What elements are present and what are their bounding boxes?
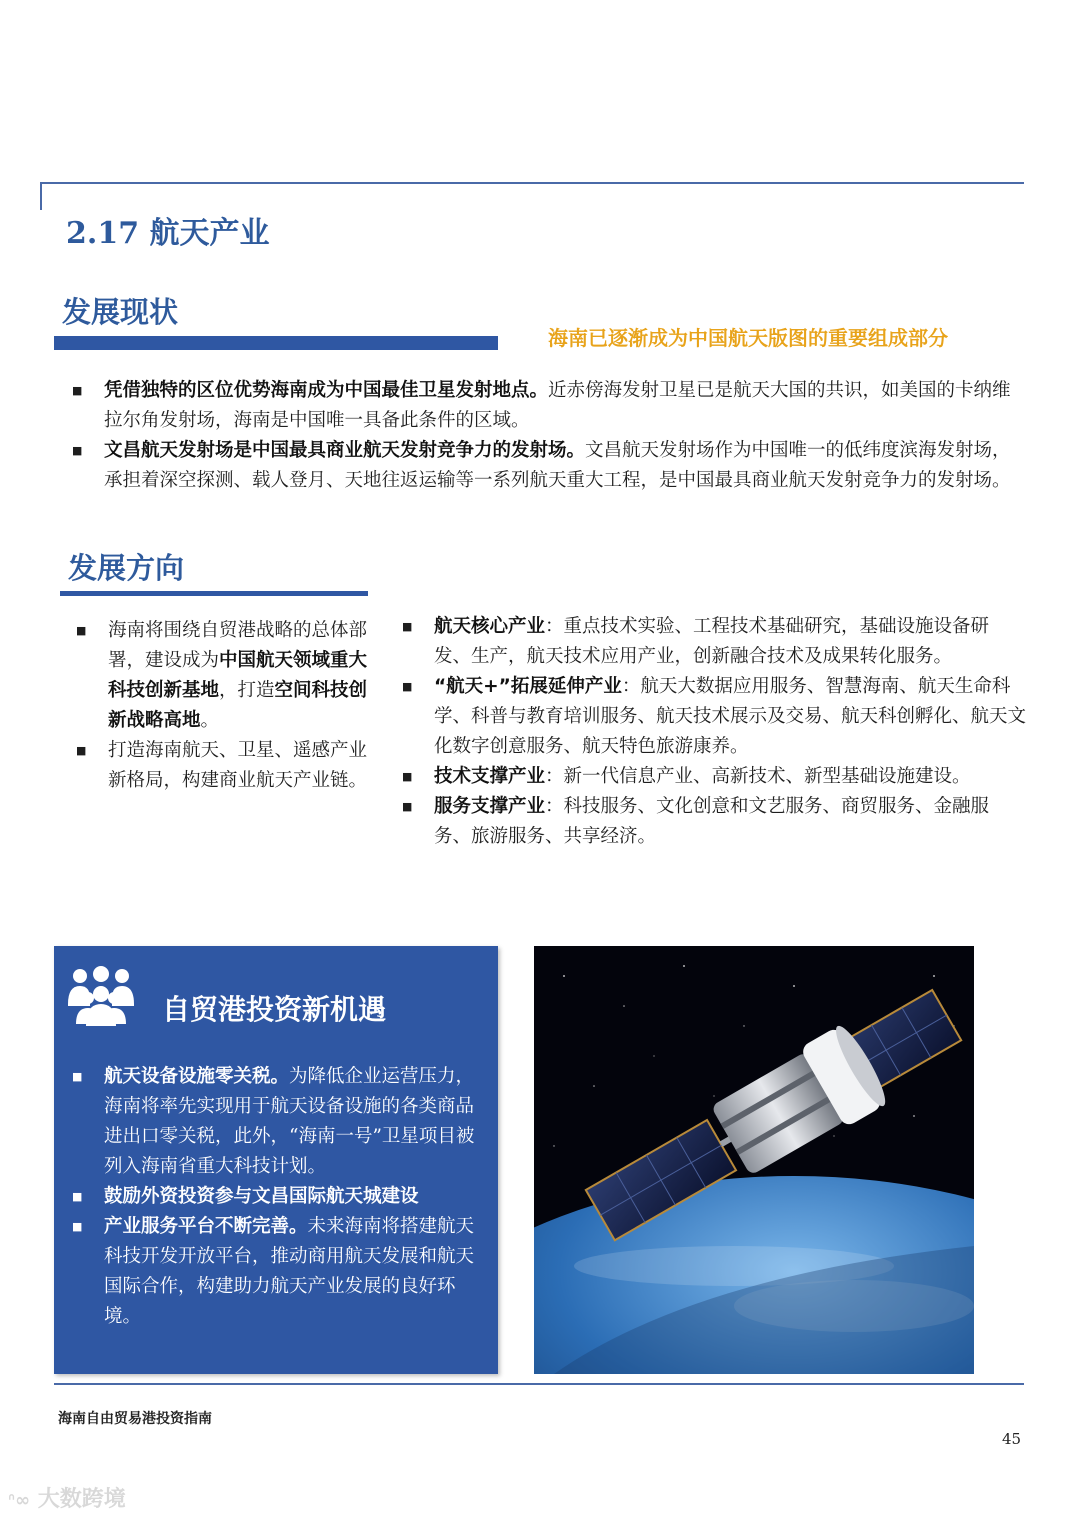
opportunity-item — [68, 1062, 488, 1182]
direction-right-list — [398, 612, 1026, 852]
top-divider-tick — [40, 182, 42, 210]
page-number: 45 — [1002, 1430, 1022, 1448]
status-item-text: 近赤傍海发射卫星已是航天大国的共识，如美国的卡纳维拉尔角发射场，海南是中国唯一具备此条件的区域。 — [104, 380, 1011, 431]
footer-doc-title: 海南自由贸易港投资指南 — [58, 1411, 212, 1427]
direction-right-text: ：科技服务、文化创意和文艺服务、商贸服务、金融服务、旅游服务、共享经济。 — [434, 796, 990, 847]
bullet-icon: ■ — [72, 1190, 83, 1203]
opportunity-item-bold: 航天设备设施零关税。 — [104, 1066, 290, 1087]
direction-right-item — [398, 672, 1026, 762]
direction-left-text: 打造海南航天、卫星、遥感产业新格局，构建商业航天产业链。 — [108, 740, 368, 791]
opportunity-item — [68, 1182, 488, 1212]
section-title: 2.17 航天产业 — [66, 216, 270, 251]
status-heading: 发展现状 — [62, 295, 179, 329]
bullet-icon: ■ — [72, 384, 83, 397]
watermark-logo-icon: ᐢ∞ — [8, 1490, 31, 1511]
direction-right-text: ：航天大数据应用服务、智慧海南、航天生命科学、科普与教育培训服务、航天技术展示及交易、航天科创孵化、航天文化数字创意服务、航天特色旅游康养。 — [434, 676, 1027, 757]
opportunity-title: 自贸港投资新机遇 — [162, 993, 387, 1026]
watermark-text: 大数跨境 — [37, 1487, 126, 1512]
watermark — [8, 1482, 126, 1513]
direction-left-bold: 中国航天领域重大科技创新基地 — [108, 650, 368, 701]
status-item — [68, 436, 1016, 496]
direction-left-text: 。 — [200, 710, 220, 731]
bullet-icon: ■ — [76, 744, 87, 757]
top-divider — [40, 182, 1024, 184]
bullet-icon: ■ — [72, 1220, 83, 1233]
status-item-bold: 文昌航天发射场是中国最具商业航天发射竞争力的发射场。 — [104, 440, 586, 461]
opportunity-item-text: 为降低企业运营压力，海南将率先实现用于航天设备设施的各类商品进出口零关税，此外，“海南一号”卫星项目被列入海南省重大科技计划。 — [104, 1066, 475, 1177]
direction-right-text: ：新一代信息产业、高新技术、新型基础设施建设。 — [545, 766, 971, 787]
status-item — [68, 376, 1016, 436]
bullet-icon: ■ — [402, 620, 413, 633]
bullet-icon: ■ — [402, 680, 413, 693]
direction-right-bold: “航天+”拓展延伸产业 — [434, 676, 622, 697]
opportunity-item-text: 未来海南将搭建航天科技开发开放平台，推动商用航天发展和航天国际合作，构建助力航天产业发展的良好环境。 — [104, 1216, 475, 1327]
status-heading-bar — [54, 336, 498, 350]
opportunity-item — [68, 1212, 488, 1332]
bullet-icon: ■ — [76, 624, 87, 637]
status-item-text: 文昌航天发射场作为中国唯一的低纬度滨海发射场，承担着深空探测、载人登月、天地往返运输等一系列航天重大工程，是中国最具商业航天发射竞争力的发射场。 — [104, 440, 1011, 491]
direction-right-bold: 服务支撑产业 — [434, 796, 546, 817]
direction-heading: 发展方向 — [68, 551, 185, 585]
direction-left-text: ，打造 — [219, 680, 275, 701]
direction-left-bold: 空间科技创新战略高地 — [108, 680, 368, 731]
bullet-icon: ■ — [72, 1070, 83, 1083]
status-tagline: 海南已逐渐成为中国航天版图的重要组成部分 — [548, 326, 948, 350]
status-list — [68, 376, 1016, 496]
direction-left-list — [72, 616, 372, 796]
direction-heading-bar — [60, 591, 368, 596]
direction-left-text: 海南将围绕自贸港战略的总体部署，建设成为 — [108, 620, 368, 671]
bullet-icon: ■ — [402, 770, 413, 783]
direction-right-item — [398, 612, 1026, 672]
opportunity-item-bold: 鼓励外资投资参与文昌国际航天城建设 — [104, 1186, 419, 1207]
opportunity-list — [68, 1062, 488, 1332]
direction-left-item — [72, 736, 372, 796]
people-group-icon — [66, 964, 136, 1028]
satellite-image — [534, 946, 974, 1374]
direction-right-bold: 航天核心产业 — [434, 616, 546, 637]
opportunity-item-bold: 产业服务平台不断完善。 — [104, 1216, 308, 1237]
bullet-icon: ■ — [402, 800, 413, 813]
direction-right-item — [398, 792, 1026, 852]
bullet-icon: ■ — [72, 444, 83, 457]
direction-right-text: ：重点技术实验、工程技术基础研究，基础设施设备研发、生产，航天技术应用产业，创新融合技术及成果转化服务。 — [434, 616, 990, 667]
direction-left-item — [72, 616, 372, 736]
direction-right-bold: 技术支撑产业 — [434, 766, 546, 787]
status-item-bold: 凭借独特的区位优势海南成为中国最佳卫星发射地点。 — [104, 380, 549, 401]
direction-right-item — [398, 762, 1026, 792]
bottom-divider — [54, 1383, 1024, 1385]
